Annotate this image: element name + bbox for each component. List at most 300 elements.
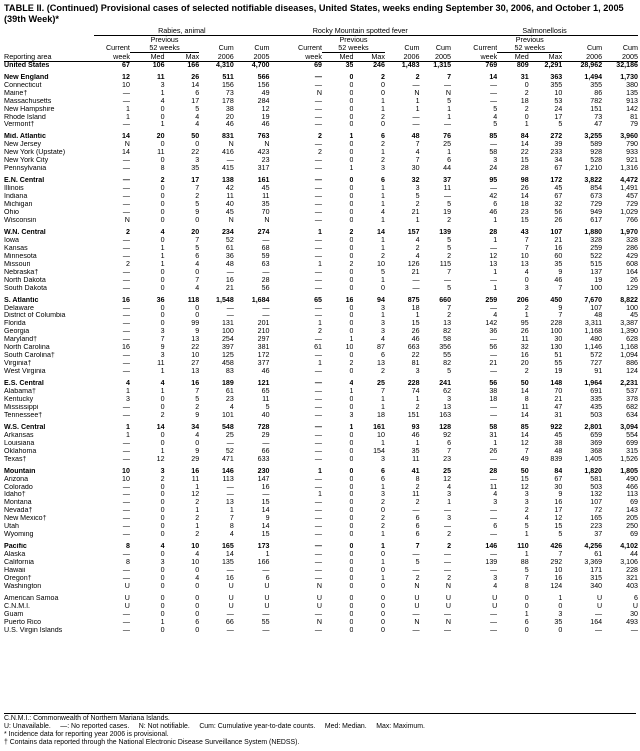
value-cell: 30 [554,336,563,344]
value-cell: 43 [520,228,529,236]
value-cell: — [490,304,498,312]
value-cell: 0 [160,268,165,276]
value-cell: 0 [349,431,354,439]
value-cell: 1 [380,276,385,284]
table-row [4,165,638,173]
value-cell: 15 [520,475,529,483]
value-cell: 26 [520,185,529,193]
value-cell: 0 [160,431,165,439]
value-cell: — [262,439,270,447]
value-cell: 2,801 [584,423,603,431]
value-cell: 0 [349,610,354,618]
value-cell: — [490,276,498,284]
value-cell: 28 [489,228,498,236]
value-cell: 19 [594,276,603,284]
value-cell: 73 [594,113,603,121]
value-cell: 4 [160,543,165,551]
value-cell: — [412,113,420,121]
value-cell: 37 [594,531,603,539]
value-cell: 20 [156,133,165,141]
value-cell: 67 [554,193,563,201]
value-cell: 129 [626,284,638,292]
value-cell: 403 [626,582,638,590]
value-cell: 10 [554,89,563,97]
value-cell: — [314,268,322,276]
value-cell: 16 [520,352,529,360]
value-cell: 25 [443,141,452,149]
value-cell: — [314,113,322,121]
value-cell: 5 [195,105,200,113]
value-cell: 766 [626,216,638,224]
value-cell: 3 [380,304,385,312]
value-cell: 0 [195,439,200,447]
value-cell: 21 [225,284,234,292]
value-cell: U [597,594,603,602]
value-cell: 173 [257,543,270,551]
value-cell: 28 [520,165,529,173]
value-cell: 26 [411,328,420,336]
value-cell: — [122,328,130,336]
value-cell: — [314,244,322,252]
value-cell: 522 [590,252,603,260]
value-cell: 466 [626,483,638,491]
value-cell: 72 [594,507,603,515]
value-cell: 0 [160,499,165,507]
previous-label: Previous [339,35,368,44]
value-cell: 2 [380,515,385,523]
value-cell: 1 [380,559,385,567]
value-cell: 13 [489,260,498,268]
value-cell: — [490,618,498,626]
value-cell: 86 [594,89,603,97]
value-cell: 0 [349,447,354,455]
value-cell: 5 [380,268,385,276]
reporting-area-cell: Connecticut [4,81,42,89]
value-cell: 0 [349,185,354,193]
value-cell: 31 [520,73,529,81]
value-cell: 0 [349,209,354,217]
value-cell: 13 [443,320,452,328]
reporting-area-cell: Iowa [4,236,19,244]
table-row [4,261,638,269]
value-cell: 50 [520,467,529,475]
value-cell: 79 [630,121,638,129]
value-cell: 4 [195,431,200,439]
value-cell: 727 [590,360,603,368]
value-cell: — [122,165,130,173]
value-cell: 1 [493,216,498,224]
value-cell: 1 [524,121,529,129]
value-cell: — [122,531,130,539]
value-cell: 50 [191,133,200,141]
value-cell: 36 [225,252,234,260]
value-cell: 205 [626,515,638,523]
value-cell: 4 [493,312,498,320]
reporting-area-cell: Maine† [4,89,28,97]
value-cell: 171 [590,567,603,575]
value-cell: 480 [590,336,603,344]
value-cell: 1 [125,388,130,396]
value-cell: 9 [160,344,165,352]
value-cell: 2 [195,499,200,507]
value-cell: — [226,439,234,447]
value-cell: 16 [554,499,563,507]
value-cell: 166 [257,559,270,567]
value-cell: 147 [257,475,270,483]
value-cell: 1 [349,165,354,173]
value-cell: 27 [191,360,200,368]
reporting-area-cell: Mississippi [4,403,39,411]
value-cell: — [490,244,498,252]
value-cell: 1 [318,320,322,328]
value-cell: 14 [489,73,498,81]
region-row [4,133,638,141]
value-cell: — [122,447,130,455]
value-cell: 3 [380,165,385,173]
value-cell: — [122,403,130,411]
value-cell: 1 [349,336,354,344]
value-cell: 135 [626,89,638,97]
value-cell: 3 [447,395,452,403]
value-cell: 1 [160,368,165,376]
value-cell: 156 [221,81,234,89]
value-cell: — [314,284,322,292]
previous-label: Previous [515,35,544,44]
value-cell: 369 [590,439,603,447]
value-cell: 0 [349,467,354,475]
value-cell: 26 [489,447,498,455]
value-cell: 12 [122,73,130,81]
value-cell: N [414,618,420,626]
value-cell: 30 [411,165,420,173]
table-row [4,285,638,293]
value-cell: 0 [160,439,165,447]
value-cell: 2 [160,177,165,185]
value-cell: 490 [626,475,638,483]
value-cell: 9 [558,268,563,276]
value-cell: 7 [524,244,529,252]
value-cell: 0 [349,268,354,276]
value-cell: 161 [373,423,385,431]
value-cell: 94 [377,296,385,304]
value-cell: 28,962 [580,61,603,69]
value-cell: — [122,89,130,97]
value-cell: — [314,559,322,567]
value-cell: — [122,276,130,284]
value-cell: U [414,594,420,602]
value-cell: — [314,523,322,531]
value-cell: 335 [590,395,603,403]
value-cell: 1,491 [620,185,638,193]
value-cell: 151 [407,411,420,419]
value-cell: U [228,602,234,610]
value-cell: 537 [626,388,638,396]
value-cell: 55 [261,618,270,626]
value-cell: 548 [221,423,234,431]
value-cell: 0 [349,81,354,89]
value-cell: — [314,336,322,344]
value-cell: 0 [160,193,165,201]
table-row [4,531,638,539]
reporting-area-cell: Guam [4,610,24,618]
value-cell: 230 [257,467,270,475]
value-cell: 52 [225,236,234,244]
value-cell: 355 [550,81,563,89]
value-cell: 10 [554,567,563,575]
value-cell: 1,316 [620,165,638,173]
value-cell: — [314,423,322,431]
value-cell: 41 [411,467,420,475]
value-cell: — [314,531,322,539]
value-cell: 0 [349,551,354,559]
year-2006-label: 2006 [385,52,420,61]
value-cell: 42 [225,185,234,193]
value-cell: 1 [447,113,452,121]
reporting-area-cell: Montana [4,499,32,507]
value-cell: — [122,185,130,193]
value-cell: 0 [160,312,165,320]
value-cell: 9 [195,209,200,217]
reporting-area-cell: Wisconsin [4,216,37,224]
table-row [4,217,638,225]
value-cell: 3 [415,368,420,376]
value-cell: 4 [229,403,234,411]
value-cell: 52 [225,447,234,455]
value-cell: 18 [489,395,498,403]
reporting-area-cell: Ohio [4,209,19,217]
reporting-area-cell: Minnesota [4,252,37,260]
value-cell: 2 [160,411,165,419]
value-cell: — [226,157,234,165]
value-cell: 0 [160,113,165,121]
value-cell: — [122,284,130,292]
value-cell: 0 [160,236,165,244]
value-cell: 76 [443,133,452,141]
value-cell: 3 [349,411,354,419]
column-header [4,52,638,61]
value-cell: 0 [195,582,200,590]
value-cell: 18 [377,411,385,419]
table-row [4,476,638,484]
value-cell: 14 [520,193,529,201]
value-cell: 450 [550,296,563,304]
value-cell: 7 [447,447,452,455]
value-cell: 928 [590,149,603,157]
value-cell: 1,820 [584,467,603,475]
value-cell: — [122,193,130,201]
value-cell: 16 [225,575,234,582]
value-cell: 14 [520,431,529,439]
value-cell: 7 [558,312,563,320]
value-cell: 12 [489,252,498,260]
value-cell: — [314,610,322,618]
value-cell: — [122,97,130,105]
value-cell: — [314,165,322,173]
value-cell: 5 [195,244,200,252]
value-cell: 83 [225,368,234,376]
value-cell: 1 [447,105,452,113]
value-cell: 1 [380,193,385,201]
value-cell: 100 [626,304,638,312]
year-2005-label: 2005 [602,52,638,61]
cum-label: Cum [622,43,638,53]
value-cell: 1,494 [584,73,603,81]
value-cell: 9 [558,304,563,312]
value-cell: 0 [524,594,529,602]
table-row [4,90,638,98]
value-cell: 2 [524,368,529,376]
value-cell: N [228,141,234,149]
value-cell: — [314,395,322,403]
table-row [4,185,638,193]
value-cell: 39 [554,141,563,149]
value-cell: U [445,602,452,610]
value-cell: 6 [415,523,420,531]
value-cell: — [314,515,322,523]
value-cell: — [122,567,130,575]
reporting-area-cell: Nebraska† [4,268,39,276]
value-cell: — [490,336,498,344]
table-row [4,603,638,611]
value-cell: 922 [550,423,563,431]
value-cell: 12 [156,455,165,463]
value-cell: 6 [415,515,420,523]
value-cell: 21 [411,209,420,217]
value-cell: 1 [349,388,354,396]
value-cell: 682 [626,403,638,411]
week-label: week [94,52,130,61]
value-cell: 1 [349,133,354,141]
value-cell: 61 [225,388,234,396]
value-cell: 15 [554,523,563,531]
value-cell: 423 [257,149,270,157]
value-cell: 0 [380,618,385,626]
value-cell: 56 [489,380,498,388]
value-cell: 26 [630,276,638,284]
cum-label: Cum [404,43,420,53]
value-cell: 6 [265,575,270,582]
reporting-area-cell: Hawaii [4,567,26,575]
value-cell: 20 [520,360,529,368]
table-row [4,336,638,344]
value-cell: 11 [157,360,165,368]
value-cell: 19 [554,368,563,376]
reporting-area-cell: United States [4,61,50,69]
table-row [4,404,638,412]
value-cell: 7 [558,284,563,292]
value-cell: 7 [160,336,165,344]
value-cell: 3,387 [620,320,638,328]
value-cell: 35 [345,61,354,69]
value-cell: 13 [191,336,200,344]
value-cell: — [490,610,498,618]
value-cell: 16 [345,296,354,304]
value-cell: 6 [493,201,498,209]
reporting-area-label: Reporting area [4,52,94,61]
value-cell: 0 [349,368,354,376]
value-cell: 1,684 [251,296,270,304]
value-cell: U [264,582,270,590]
value-cell: 172 [550,177,563,185]
cum-label: Cum [218,43,234,53]
value-cell: 9 [558,491,563,499]
value-cell: 11 [521,403,529,411]
value-cell: 0 [380,81,385,89]
value-cell: 138 [221,177,234,185]
value-cell: 61 [594,551,603,559]
value-cell: N [445,89,452,97]
value-cell: — [122,439,130,447]
reporting-area-cell: West Virginia [4,368,46,376]
value-cell: 101 [221,411,234,419]
value-cell: 378 [626,395,638,403]
value-cell: 633 [257,455,270,463]
value-cell: 1 [524,312,529,320]
value-cell: 3,311 [584,320,603,328]
value-cell: — [490,89,498,97]
value-cell: 1 [160,244,165,252]
value-cell: 15 [261,499,270,507]
value-cell: 1 [380,105,385,113]
value-cell: 790 [626,141,638,149]
value-cell: 5 [415,193,420,201]
value-cell: 0 [380,284,385,292]
value-cell: — [595,610,603,618]
value-cell: 1 [493,284,498,292]
reporting-area-cell: District of Columbia [4,312,66,320]
value-cell: 0 [524,276,529,284]
reporting-area-cell: California [4,559,34,567]
value-cell: 2 [380,157,385,165]
disease-group-header [4,27,638,35]
value-cell: 3 [160,328,165,336]
value-cell: 3 [415,185,420,193]
value-cell: 178 [221,97,234,105]
value-cell: 458 [221,360,234,368]
value-cell: — [122,491,130,499]
value-cell: 0 [349,455,354,463]
group-salmonellosis: Salmonellosis [451,27,638,35]
value-cell: 14 [520,388,529,396]
value-cell: 14 [261,507,270,515]
value-cell: 115 [439,260,452,268]
week-label: week [270,52,322,61]
value-cell: 0 [349,97,354,105]
value-cell: 38 [225,105,234,113]
value-cell: 7 [195,185,200,193]
value-cell: — [262,304,270,312]
value-cell: 1 [125,113,130,121]
value-cell: 46 [411,431,420,439]
value-cell: 15 [520,216,529,224]
value-cell: 8 [524,395,529,403]
value-cell: 23 [261,157,270,165]
value-cell: 14 [225,551,234,559]
value-cell: 2,231 [620,380,638,388]
value-cell: 0 [349,312,354,320]
value-cell: 2,291 [544,61,563,69]
value-cell: 2 [125,260,130,268]
value-cell: 7 [229,515,234,523]
value-cell: 4 [380,209,385,217]
value-cell: 29 [191,455,200,463]
value-cell: 471 [221,455,234,463]
value-cell: — [490,368,498,376]
value-cell: 0 [349,236,354,244]
value-cell: 35 [411,447,420,455]
reporting-area-cell: Tennessee† [4,411,43,419]
value-cell: 46 [261,368,270,376]
